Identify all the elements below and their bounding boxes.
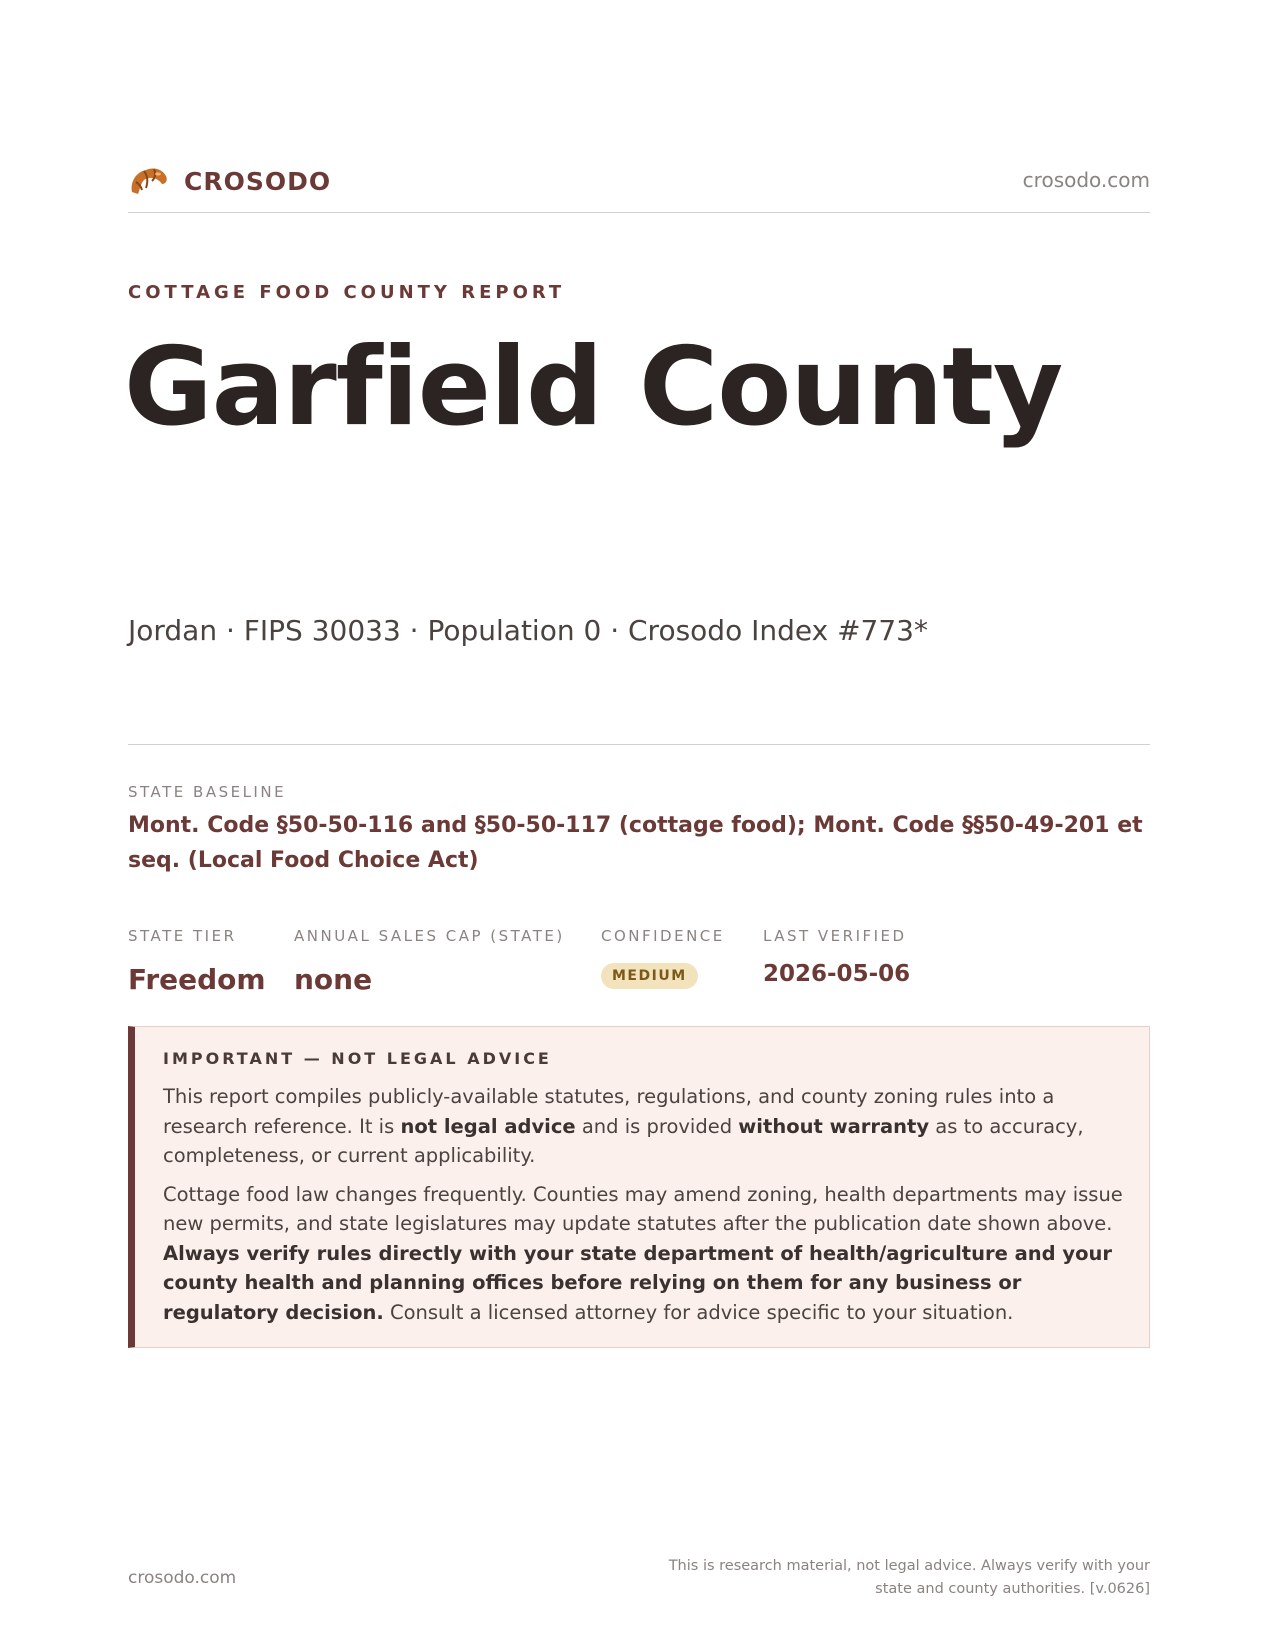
state-baseline-label: STATE BASELINE xyxy=(128,783,287,801)
croissant-icon xyxy=(128,162,170,200)
brand-name: CROSODO xyxy=(184,166,332,196)
report-eyebrow: COTTAGE FOOD COUNTY REPORT xyxy=(128,282,566,303)
stat-confidence xyxy=(601,927,725,989)
legal-notice xyxy=(128,1026,1150,1348)
stat-value: Freedom xyxy=(128,963,266,996)
stat-label: LAST VERIFIED xyxy=(763,927,907,945)
stat-label: CONFIDENCE xyxy=(601,927,725,945)
brand xyxy=(128,162,331,200)
footer-disclaimer: This is research material, not legal advice. Always verify with your state and county authorities. [v.0626] xyxy=(668,1558,1150,1597)
stat-sales-cap xyxy=(294,927,565,996)
header-site-link[interactable]: crosodo.com xyxy=(1022,168,1150,192)
state-baseline-value: Mont. Code §50-50-116 and §50-50-117 (cottage food); Mont. Code §§50-49-201 et seq. (Local Food Choice Act) xyxy=(128,813,1143,873)
footer-site-link[interactable]: crosodo.com xyxy=(128,1568,237,1588)
stat-value: none xyxy=(294,963,373,996)
notice-paragraph: Cottage food law changes frequently. Counties may amend zoning, health departments may issue new permits, and state legislatures may update statutes after the publication date shown above. Always verify rules directly with your state department of health/agriculture and your county health and planning offices before relying on them for any business or regulatory decision. Consult a licensed attorney for advice specific to your situation. xyxy=(163,1182,1123,1324)
stat-label: STATE TIER xyxy=(128,927,237,945)
stat-state-tier xyxy=(128,927,266,996)
county-summary: Jordan · FIPS 30033 · Population 0 · Crosodo Index #773* xyxy=(128,614,928,647)
stat-last-verified xyxy=(763,927,910,987)
page-title: Garfield County xyxy=(124,325,1063,450)
notice-paragraph: This report compiles publicly-available statutes, regulations, and county zoning rules into a research reference. It is not legal advice and is provided without warranty as to accuracy, completeness, or current applicability. xyxy=(163,1085,1084,1167)
notice-title: IMPORTANT — NOT LEGAL ADVICE xyxy=(163,1049,552,1068)
confidence-badge: MEDIUM xyxy=(601,963,698,989)
section-divider xyxy=(128,744,1150,745)
stat-label: ANNUAL SALES CAP (STATE) xyxy=(294,927,565,945)
stat-value: 2026-05-06 xyxy=(763,961,911,987)
report-page xyxy=(124,0,1150,1650)
page-header xyxy=(128,158,1150,213)
